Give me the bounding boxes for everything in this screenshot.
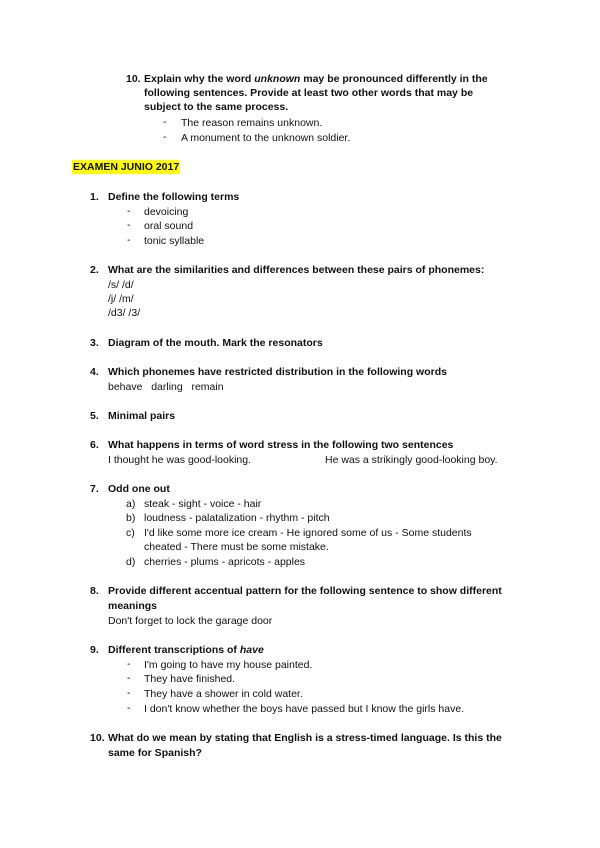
- question-text: [108, 643, 264, 657]
- list-item: The reason remains unknown.: [181, 117, 323, 129]
- question-text: What are the similarities and differences between these pairs of phonemes:: [108, 264, 485, 276]
- list-item: I'd like some more ice cream - He ignored some of us - Some students: [144, 527, 472, 539]
- question-number: 6.: [90, 439, 99, 451]
- list-item: tonic syllable: [144, 235, 205, 247]
- question-number: 10.: [126, 73, 141, 85]
- question-text: subject to the same process.: [144, 101, 289, 113]
- question-text: meanings: [108, 600, 158, 612]
- question-text: same for Spanish?: [108, 747, 202, 759]
- phoneme-pair: /d3/ /3/: [108, 307, 141, 319]
- word-list: behave darling remain: [108, 381, 224, 393]
- item-label: b): [126, 512, 136, 524]
- question-text: Which phonemes have restricted distribution in the following words: [108, 366, 447, 378]
- list-item: loudness - palatalization - rhythm - pitch: [144, 512, 330, 524]
- question-text: following sentences. Provide at least two other words that may be: [144, 87, 474, 99]
- list-item: devoicing: [144, 206, 189, 218]
- question-text: What happens in terms of word stress in the following two sentences: [108, 439, 454, 451]
- bullet-dash: -: [127, 658, 131, 670]
- question-number: 8.: [90, 585, 99, 597]
- bullet-dash: -: [127, 687, 131, 699]
- question-text-part: Different transcriptions of: [108, 644, 240, 656]
- bullet-dash: -: [127, 702, 131, 714]
- question-number: 4.: [90, 366, 99, 378]
- item-label: a): [126, 498, 136, 510]
- item-label: d): [126, 556, 136, 568]
- list-item: They have finished.: [144, 673, 236, 685]
- bullet-dash: -: [163, 116, 167, 128]
- phoneme-pair: /j/ /m/: [108, 293, 134, 305]
- list-item: I don't know whether the boys have passed but I know the girls have.: [144, 703, 465, 715]
- keyword-have: have: [239, 644, 264, 656]
- exam-heading: EXAMEN JUNIO 2017: [73, 161, 180, 173]
- list-item: steak - sight - voice - hair: [144, 498, 262, 510]
- list-item-continued: cheated - There must be some mistake.: [144, 541, 329, 553]
- bullet-dash: -: [127, 219, 131, 231]
- phoneme-pair: /s/ /d/: [108, 279, 134, 291]
- sentence: He was a strikingly good-looking boy.: [325, 454, 498, 466]
- question-text: Explain why the word: [144, 73, 255, 85]
- question-number: 9.: [90, 644, 99, 656]
- question-text: What do we mean by stating that English is a stress-timed language. Is this the: [108, 732, 502, 744]
- question-text: may be pronounced differently in the: [300, 73, 488, 85]
- bullet-dash: -: [127, 672, 131, 684]
- question-text: Diagram of the mouth. Mark the resonators: [108, 337, 323, 349]
- question-text: Provide different accentual pattern for the following sentence to show different: [108, 585, 502, 597]
- list-item: oral sound: [144, 220, 194, 232]
- sentence: I thought he was good-looking.: [108, 454, 252, 466]
- list-item: A monument to the unknown soldier.: [181, 132, 351, 144]
- bullet-dash: -: [127, 205, 131, 217]
- keyword-unknown: unknown: [254, 73, 301, 85]
- question-number: 7.: [90, 483, 99, 495]
- question-text: Minimal pairs: [108, 410, 176, 422]
- question-text: Define the following terms: [108, 191, 240, 203]
- question-text: Odd one out: [108, 483, 170, 495]
- bullet-dash: -: [163, 131, 167, 143]
- question-number: 3.: [90, 337, 99, 349]
- list-item: They have a shower in cold water.: [144, 688, 303, 700]
- question-number: 10.: [90, 732, 105, 744]
- list-item: cherries - plums - apricots - apples: [144, 556, 306, 568]
- question-number: 1.: [90, 191, 99, 203]
- bullet-dash: -: [127, 234, 131, 246]
- question-number: 2.: [90, 264, 99, 276]
- list-item: I'm going to have my house painted.: [144, 659, 313, 671]
- sentence: Don't forget to lock the garage door: [108, 615, 273, 627]
- question-number: 5.: [90, 410, 99, 422]
- item-label: c): [126, 527, 135, 539]
